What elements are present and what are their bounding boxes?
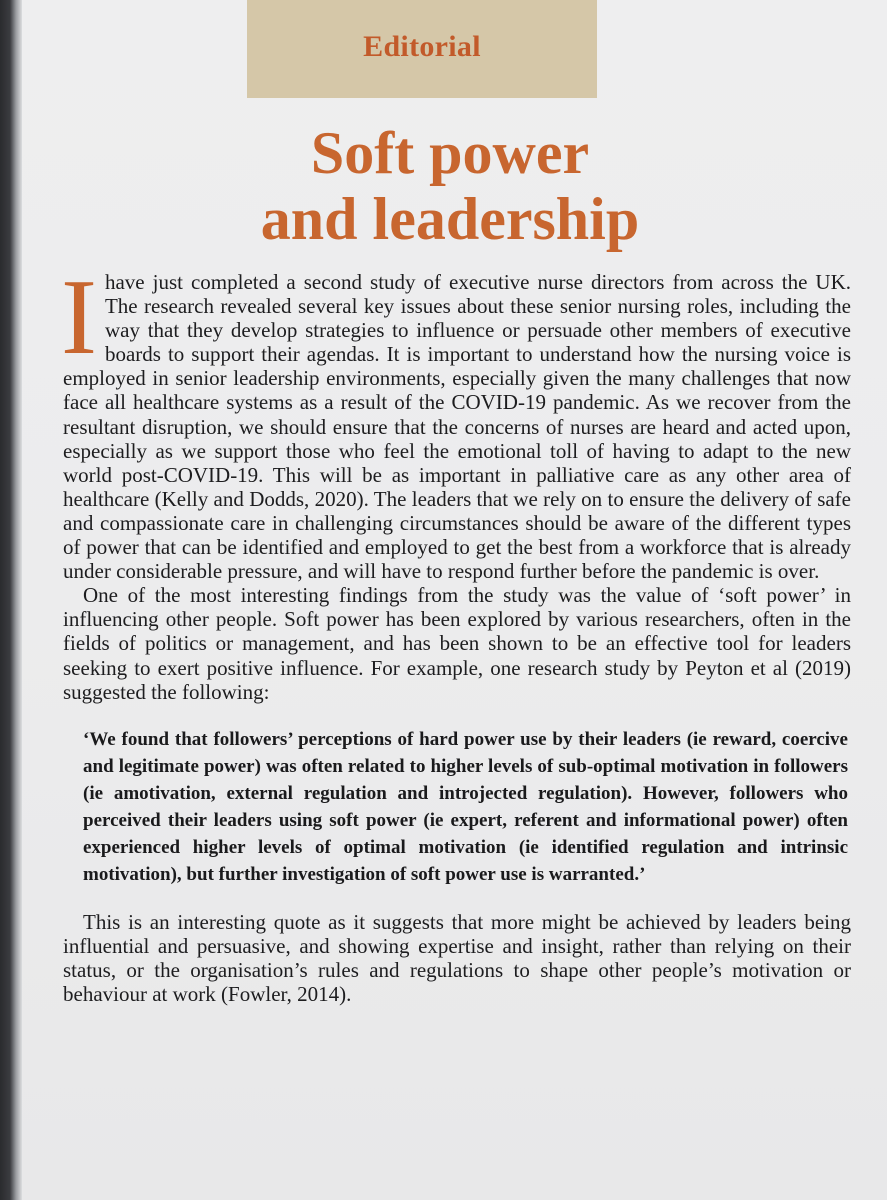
paragraph-1-text: have just completed a second study of executive nurse directors from across the UK. The research revealed several key issues about these senior nursing roles, including the way that they develop strategies to influence or persuade other members of executive boards to support their agendas. It is important to understand how the nursing voice is employed in senior leadership environments, especially given the many challenges that now face all healthcare systems as a result of the COVID-19 pandemic. As we recover from the resultant disruption, we should ensure that the concerns of nurses are heard and acted upon, especially as we support those who feel the emotional toll of having to adapt to the new world post-COVID-19. This will be as important in palliative care as any other area of healthcare (Kelly and Dodds, 2020). The leaders that we rely on to ensure the delivery of safe and compassionate care in challenging circumstances should be aware of the different types of power that can be identified and employed to get the best from a workforce that is already under considerable pressure, and will have to respond further before the pandemic is over. bbox=[63, 270, 851, 584]
title-line-2: and leadership bbox=[260, 186, 640, 252]
drop-cap: I bbox=[61, 258, 97, 377]
paragraph-1 bbox=[61, 258, 851, 584]
section-label: Editorial bbox=[363, 30, 481, 63]
block-quote: ‘We found that followers’ perceptions of hard power use by their leaders (ie reward, coercive and legitimate power) was often related to higher levels of sub-optimal motivation in followers (ie amotivation, external regulation and introjected regulation). However, followers who perceived their leaders using soft power (ie expert, referent and informational power) often experienced higher levels of optimal motivation (ie identified regulation and intrinsic motivation), but further investigation of soft power use is warranted.’ bbox=[83, 728, 848, 885]
paragraph-2: One of the most interesting findings from the study was the value of ‘soft power’ in influencing other people. Soft power has been explored by various researchers, often in the fields of politics or management, and has been shown to be an effective tool for leaders seeking to exert positive influence. For example, one research study by Peyton et al (2019) suggested the following: bbox=[63, 583, 851, 704]
article-title bbox=[180, 120, 720, 252]
paragraph-3: This is an interesting quote as it suggests that more might be achieved by leaders being influential and persuasive, and showing expertise and insight, rather than relying on their status, or the organisation’s rules and regulations to shape other people’s motivation or behaviour at work (Fowler, 2014). bbox=[63, 909, 851, 1006]
article-body bbox=[61, 258, 851, 1006]
title-line-1: Soft power bbox=[310, 120, 590, 186]
